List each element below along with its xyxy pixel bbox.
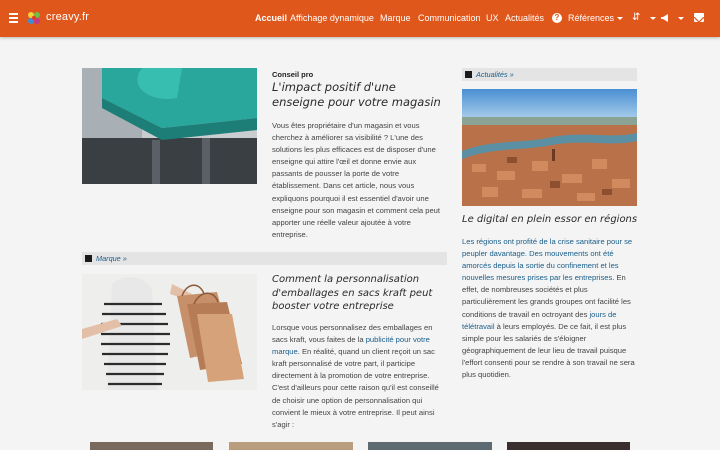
thumbnail-image[interactable] <box>507 442 630 450</box>
marque-article-image[interactable] <box>82 274 257 390</box>
marque-article-body <box>272 322 448 431</box>
square-bullet-icon <box>465 71 472 78</box>
chevron-down-icon[interactable] <box>650 17 656 20</box>
menu-icon[interactable] <box>9 13 18 22</box>
actualites-article-text: à leurs employés. De ce fait, il est plus simple pour les salariés de s'éloigner géographiquement de leur lieu de travail puisque l'effort consenti pour se rendre à son travail ne sera plus quotidien. <box>462 321 635 380</box>
actualites-section-link[interactable]: Actualités » <box>476 70 514 79</box>
actualites-article-image[interactable] <box>462 89 637 206</box>
marque-article-link[interactable]: publicité pour votre marque <box>272 335 430 357</box>
actualites-article-link[interactable]: Les régions ont profité de la crise sanitaire pour se peupler davantage. Des mouvements ont été amorcés depuis la sortie du confinement et les nouvelles mesures prises par les entreprises <box>462 237 633 283</box>
teletravail-link[interactable]: jours de télétravail <box>462 309 617 331</box>
nav-ux[interactable]: UX <box>486 13 499 23</box>
brand-name[interactable]: creavy.fr <box>46 11 90 23</box>
actualites-article-text: . En effet, de nombreuses sociétés et plus particulièrement les grands groupes ont facilité les conditions de travail en octroyant des <box>462 273 631 319</box>
featured-article-body: Vous êtes propriétaire d'un magasin et vous cherchez à améliorer sa visibilité ? L'une des solutions les plus efficaces est de disposer d'une enseigne qui attire l'œil et donne envie aux passants de pousser la porte de votre établissement. Dans cet article, nous vous expliquons pourquoi il est essentiel d'avoir une enseigne pour son magasin et comment cela peut apporter une réelle valeur ajoutée à votre entreprise. <box>272 121 441 239</box>
thumbnail-image[interactable] <box>368 442 492 450</box>
creavy-logo-icon[interactable] <box>25 9 43 27</box>
nav-communication[interactable]: Communication <box>418 13 481 23</box>
featured-article-image[interactable] <box>82 68 257 184</box>
featured-article-kicker: Conseil pro <box>272 70 314 79</box>
featured-article-title[interactable]: L'impact positif d'une enseigne pour votre magasin <box>272 80 441 109</box>
marque-article-title[interactable]: Comment la personnalisation d'emballages en sacs kraft peut booster votre entreprise <box>272 274 433 312</box>
actualites-section-header <box>462 68 637 81</box>
chevron-down-icon[interactable] <box>678 17 684 20</box>
megaphone-icon[interactable] <box>660 13 670 23</box>
marque-article-text: . En réalité, quand un client reçoit un sac kraft personnalisé de votre part, il participe directement à la promotion de votre entreprise. C'est d'ailleurs pour cette raison qu'il est conseillé de choisir une option de personnalisation qui convient le mieux à votre entreprise. Il peut ainsi s'agir : <box>272 347 439 429</box>
marque-article-text: Lorsque vous personnalisez des emballages en sacs kraft, vous faites de la <box>272 323 433 345</box>
chevron-down-icon <box>617 17 623 20</box>
nav-actualites[interactable]: Actualités <box>505 13 545 23</box>
actualites-article-title[interactable]: Le digital en plein essor en régions <box>462 214 638 225</box>
top-navbar <box>0 0 720 37</box>
nav-accueil[interactable]: Accueil <box>255 13 288 23</box>
nav-affichage-dynamique[interactable]: Affichage dynamique <box>290 13 374 23</box>
thumbnail-image[interactable] <box>90 442 213 450</box>
thumbnail-image[interactable] <box>229 442 353 450</box>
nav-marque[interactable]: Marque <box>380 13 411 23</box>
sort-icon[interactable]: ⇵ <box>632 12 641 23</box>
marque-section-link[interactable]: Marque » <box>96 254 127 263</box>
references-label: Références <box>568 13 615 23</box>
nav-references[interactable] <box>568 13 623 23</box>
envelope-icon[interactable] <box>694 13 704 22</box>
marque-section-header <box>82 252 447 265</box>
square-bullet-icon <box>85 255 92 262</box>
help-icon[interactable]: ? <box>552 13 562 23</box>
actualites-article-body <box>462 236 638 381</box>
